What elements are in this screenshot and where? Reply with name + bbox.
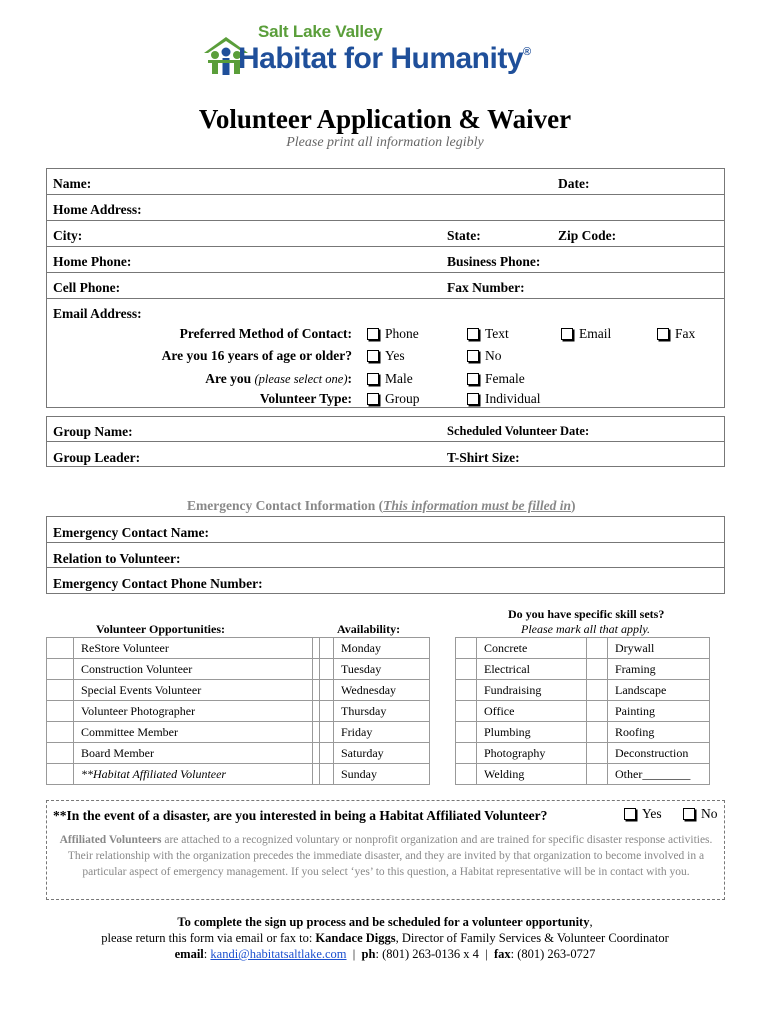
table-row <box>456 764 710 785</box>
opportunity-check[interactable] <box>47 701 74 722</box>
age-yes-checkbox[interactable]: Yes <box>367 348 405 364</box>
skill-check[interactable] <box>587 764 608 785</box>
skill-label: Other________ <box>608 764 710 785</box>
table-row <box>313 764 430 785</box>
opportunity-check[interactable] <box>47 743 74 764</box>
group-name-field[interactable]: Group Name: <box>53 424 133 439</box>
availability-day: Saturday <box>334 743 430 764</box>
opportunity-label: **Habitat Affiliated Volunteer <box>74 764 320 785</box>
table-row <box>456 701 710 722</box>
availability-table <box>312 637 430 785</box>
relation-field[interactable]: Relation to Volunteer: <box>53 551 181 566</box>
skill-label: Welding <box>477 764 587 785</box>
skills-note: Please mark all that apply. <box>521 622 650 636</box>
skills-header: Do you have specific skill sets? <box>508 607 665 621</box>
disaster-no-checkbox[interactable]: No <box>683 806 718 822</box>
skill-check[interactable] <box>456 680 477 701</box>
table-row <box>456 659 710 680</box>
table-row <box>313 659 430 680</box>
availability-check[interactable] <box>313 680 334 701</box>
age-no-checkbox[interactable]: No <box>467 348 502 364</box>
table-row <box>47 659 320 680</box>
opportunity-label: Board Member <box>74 743 320 764</box>
skill-label: Drywall <box>608 638 710 659</box>
type-group-checkbox[interactable]: Group <box>367 391 420 407</box>
table-row <box>47 743 320 764</box>
opportunity-check[interactable] <box>47 722 74 743</box>
skill-check[interactable] <box>456 764 477 785</box>
skill-label: Concrete <box>477 638 587 659</box>
table-row <box>47 764 320 785</box>
availability-check[interactable] <box>313 659 334 680</box>
zip-field[interactable]: Zip Code: <box>558 228 617 243</box>
skills-table <box>455 637 710 785</box>
availability-check[interactable] <box>313 722 334 743</box>
skill-label: Painting <box>608 701 710 722</box>
table-row <box>47 722 320 743</box>
availability-check[interactable] <box>313 638 334 659</box>
opportunity-check[interactable] <box>47 764 74 785</box>
contact-fax-checkbox[interactable]: Fax <box>657 326 695 342</box>
skill-check[interactable] <box>456 638 477 659</box>
opportunity-check[interactable] <box>47 638 74 659</box>
availability-check[interactable] <box>313 701 334 722</box>
skill-check[interactable] <box>587 680 608 701</box>
opportunity-label: Special Events Volunteer <box>74 680 320 701</box>
table-row <box>313 722 430 743</box>
contact-email-checkbox[interactable]: Email <box>561 326 611 342</box>
skill-check[interactable] <box>456 701 477 722</box>
date-field[interactable]: Date: <box>558 176 590 191</box>
contact-method-question: Preferred Method of Contact: <box>179 326 352 341</box>
volunteer-type-question: Volunteer Type: <box>259 391 352 406</box>
city-field[interactable]: City: <box>53 228 83 243</box>
skill-check[interactable] <box>587 722 608 743</box>
opportunity-label: Volunteer Photographer <box>74 701 320 722</box>
table-row <box>313 701 430 722</box>
availability-day: Monday <box>334 638 430 659</box>
opportunity-check[interactable] <box>47 659 74 680</box>
contact-text-checkbox[interactable]: Text <box>467 326 509 342</box>
availability-header: Availability: <box>337 622 401 636</box>
skill-label: Photography <box>477 743 587 764</box>
skill-check[interactable] <box>587 659 608 680</box>
skill-check[interactable] <box>456 659 477 680</box>
type-individual-checkbox[interactable]: Individual <box>467 391 541 407</box>
logo-subtitle: Salt Lake Valley <box>258 22 383 41</box>
name-field[interactable]: Name: <box>53 176 92 191</box>
page-subtitle: Please print all information legibly <box>286 135 484 150</box>
skill-check[interactable] <box>587 743 608 764</box>
opportunity-check[interactable] <box>47 680 74 701</box>
footer-line-2: please return this form via email or fax to: Kandace Diggs, Director of Family Services & Volunteer Coordinator <box>101 931 669 945</box>
disaster-description: Affiliated Volunteers are attached to a recognized voluntary or nonprofit organization and are trained for specific disaster response activities. Their relationship with the organization precedes the immediate disaster, and they are invited by that organization to become involved in a particular aspect of emergency management. If you select ‘yes’ to this question, a Habitat representative will be in contact with you. <box>59 834 713 878</box>
table-row <box>47 701 320 722</box>
emergency-phone-field[interactable]: Emergency Contact Phone Number: <box>53 576 263 591</box>
footer-contact-line: email: kandi@habitatsaltlake.com | ph: (801) 263-0136 x 4 | fax: (801) 263-0727 <box>174 947 596 961</box>
age-question: Are you 16 years of age or older? <box>161 348 352 363</box>
business-phone-field[interactable]: Business Phone: <box>447 254 541 269</box>
availability-day: Thursday <box>334 701 430 722</box>
skill-label: Landscape <box>608 680 710 701</box>
disaster-question: **In the event of a disaster, are you interested in being a Habitat Affiliated Volunteer? <box>53 808 548 823</box>
table-row <box>47 638 320 659</box>
availability-day: Friday <box>334 722 430 743</box>
skill-check[interactable] <box>587 701 608 722</box>
skill-label: Fundraising <box>477 680 587 701</box>
email-link[interactable]: kandi@habitatsaltlake.com <box>210 947 347 961</box>
table-row <box>313 680 430 701</box>
table-row <box>456 722 710 743</box>
cell-phone-field[interactable]: Cell Phone: <box>53 280 121 295</box>
opportunity-label: Committee Member <box>74 722 320 743</box>
table-row <box>313 638 430 659</box>
group-leader-field[interactable]: Group Leader: <box>53 450 141 465</box>
skill-check[interactable] <box>456 743 477 764</box>
opportunity-label: Construction Volunteer <box>74 659 320 680</box>
availability-check[interactable] <box>313 764 334 785</box>
fax-number-field[interactable]: Fax Number: <box>447 280 525 295</box>
footer-line-1: To complete the sign up process and be scheduled for a volunteer opportunity, <box>177 915 593 929</box>
skill-check[interactable] <box>456 722 477 743</box>
availability-day: Tuesday <box>334 659 430 680</box>
availability-check[interactable] <box>313 743 334 764</box>
opportunities-header: Volunteer Opportunities: <box>96 622 226 636</box>
scheduled-date-field[interactable]: Scheduled Volunteer Date: <box>447 424 590 438</box>
skill-label: Roofing <box>608 722 710 743</box>
gender-male-checkbox[interactable]: Male <box>367 371 413 387</box>
opportunities-table <box>46 637 320 785</box>
email-field[interactable]: Email Address: <box>53 306 142 321</box>
table-row <box>313 743 430 764</box>
skill-label: Electrical <box>477 659 587 680</box>
state-field[interactable]: State: <box>447 228 481 243</box>
gender-question: Are you (please select one): <box>205 371 352 386</box>
skill-label: Deconstruction <box>608 743 710 764</box>
availability-day: Sunday <box>334 764 430 785</box>
home-address-field[interactable]: Home Address: <box>53 202 142 217</box>
gender-female-checkbox[interactable]: Female <box>467 371 525 387</box>
skill-label: Framing <box>608 659 710 680</box>
logo-name: Habitat for Humanity® <box>238 42 531 75</box>
emergency-name-field[interactable]: Emergency Contact Name: <box>53 525 209 540</box>
table-row <box>456 680 710 701</box>
skill-label: Plumbing <box>477 722 587 743</box>
opportunity-label: ReStore Volunteer <box>74 638 320 659</box>
emergency-section-header: Emergency Contact Information (This information must be filled in) <box>187 498 576 513</box>
table-row <box>456 638 710 659</box>
skill-label: Office <box>477 701 587 722</box>
tshirt-size-field[interactable]: T-Shirt Size: <box>447 450 520 465</box>
table-row <box>456 743 710 764</box>
availability-day: Wednesday <box>334 680 430 701</box>
page-title: Volunteer Application & Waiver <box>198 104 572 134</box>
skill-check[interactable] <box>587 638 608 659</box>
home-phone-field[interactable]: Home Phone: <box>53 254 132 269</box>
table-row <box>47 680 320 701</box>
contact-phone-checkbox[interactable]: Phone <box>367 326 419 342</box>
disaster-yes-checkbox[interactable]: Yes <box>624 806 662 822</box>
